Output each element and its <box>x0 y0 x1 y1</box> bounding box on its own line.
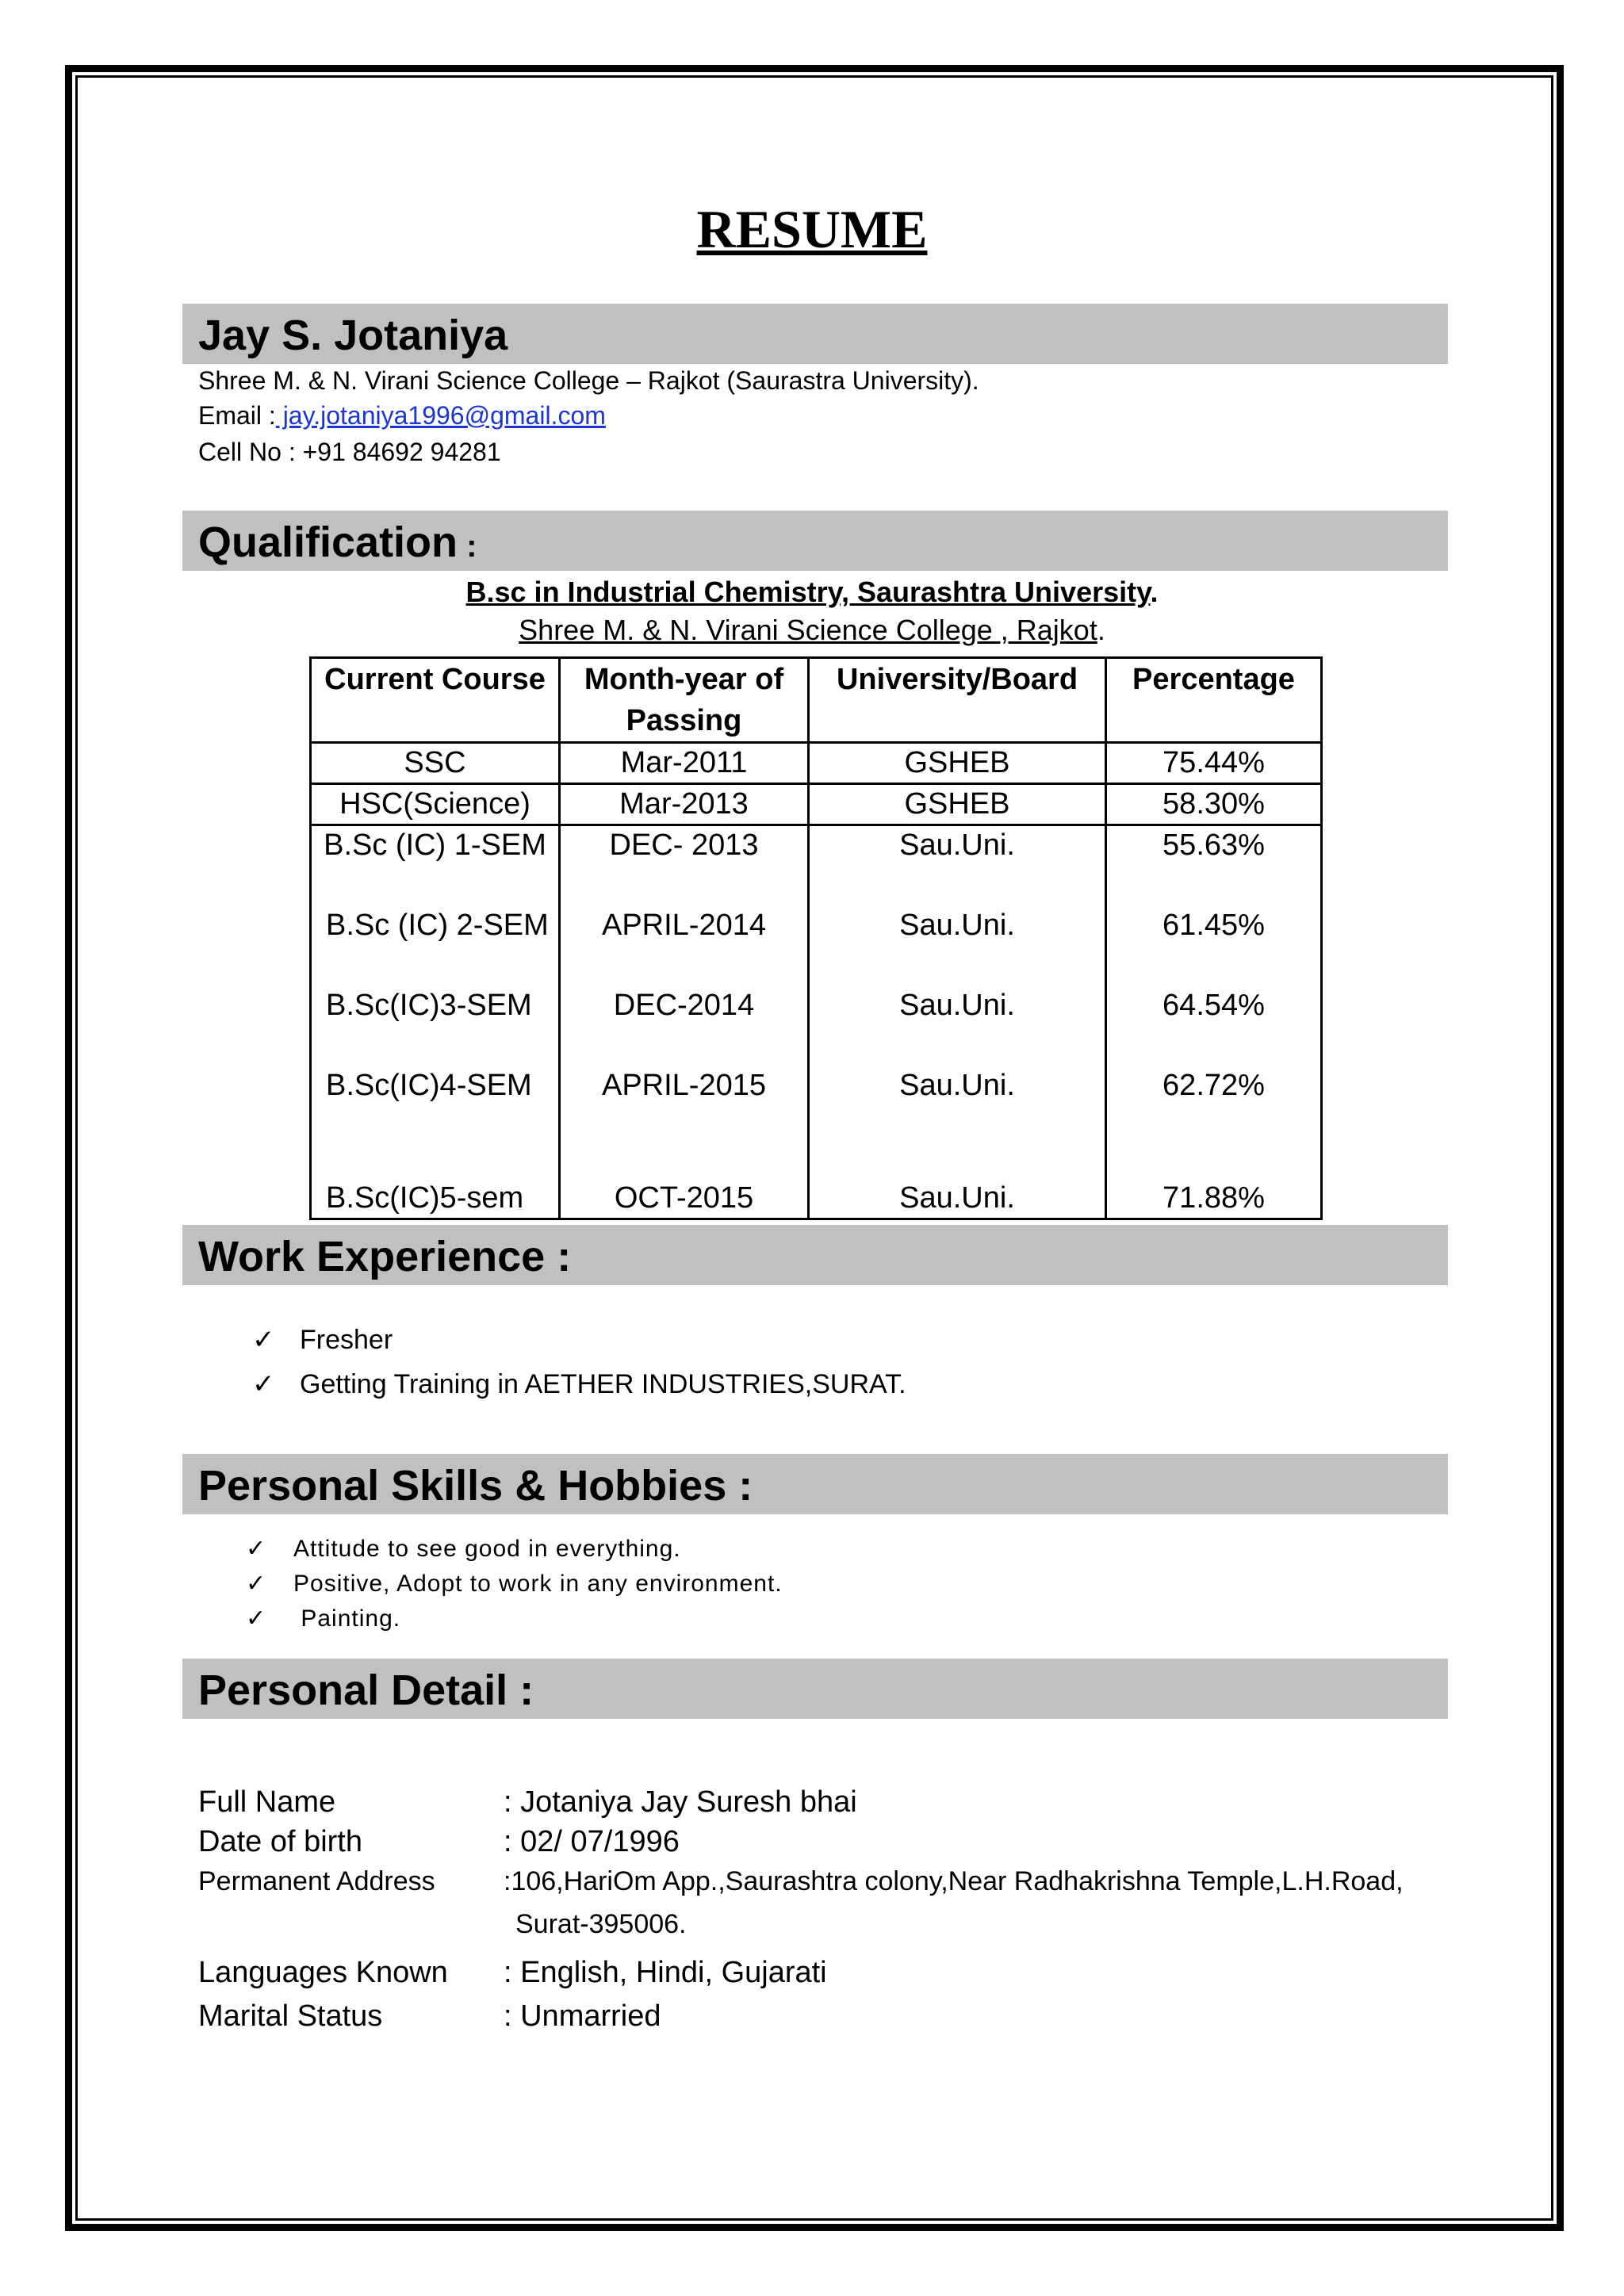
work-item-text: Fresher <box>300 1325 393 1355</box>
marital-status-value: : Unmarried <box>504 1999 661 2033</box>
course-cell: HSC(Science) <box>311 784 560 825</box>
dob-value: : 02/ 07/1996 <box>504 1825 680 1858</box>
degree-line <box>0 576 1624 609</box>
date-cell: APRIL-2014 <box>560 906 809 986</box>
qualification-table <box>309 656 1323 1220</box>
course-cell: B.Sc(IC)3-SEM <box>311 986 560 1066</box>
work-experience-heading: Work Experience : <box>198 1233 572 1280</box>
board-cell: Sau.Uni. <box>809 825 1106 907</box>
marital-status-label: Marital Status <box>198 1999 383 2033</box>
personal-detail-heading: Personal Detail : <box>198 1667 534 1714</box>
table-row <box>311 986 1322 1066</box>
column-header: University/Board <box>809 658 1106 743</box>
course-cell: B.Sc(IC)5-sem <box>311 1146 560 1219</box>
degree-text: B.sc in Industrial Chemistry, Saurashtra University <box>465 576 1151 608</box>
board-cell: Sau.Uni. <box>809 986 1106 1066</box>
name-bar <box>182 304 1448 364</box>
table-row <box>311 1146 1322 1219</box>
email-link[interactable]: jay.jotaniya1996@gmail.com <box>275 401 606 430</box>
skill-item-text: Positive, Adopt to work in any environment. <box>293 1571 783 1597</box>
checkmark-icon: ✓ <box>252 1325 275 1355</box>
languages-label: Languages Known <box>198 1956 448 1989</box>
table-row <box>311 825 1322 907</box>
checkmark-icon: ✓ <box>252 1369 275 1399</box>
board-cell: GSHEB <box>809 784 1106 825</box>
board-cell: Sau.Uni. <box>809 906 1106 986</box>
personal-detail-bar <box>182 1659 1448 1719</box>
course-cell: B.Sc(IC)4-SEM <box>311 1066 560 1146</box>
column-header: Percentage <box>1106 658 1322 743</box>
qualification-heading: Qualification <box>198 519 458 566</box>
percentage-cell: 61.45% <box>1106 906 1322 986</box>
qualification-bar <box>182 511 1448 571</box>
full-name-value: : Jotaniya Jay Suresh bhai <box>504 1785 857 1819</box>
checkmark-icon: ✓ <box>246 1536 267 1562</box>
date-cell: Mar-2011 <box>560 743 809 784</box>
percentage-cell: 71.88% <box>1106 1146 1322 1219</box>
column-header: Month-year of Passing <box>560 658 809 743</box>
date-cell: DEC- 2013 <box>560 825 809 907</box>
qualification-college-text: Shree M. & N. Virani Science College , Rajkot <box>519 614 1097 646</box>
percentage-cell: 62.72% <box>1106 1066 1322 1146</box>
column-header: Current Course <box>311 658 560 743</box>
skills-bar <box>182 1454 1448 1514</box>
list-item <box>252 1368 906 1400</box>
percentage-cell: 55.63% <box>1106 825 1322 907</box>
date-cell: Mar-2013 <box>560 784 809 825</box>
course-cell: B.Sc (IC) 1-SEM <box>311 825 560 907</box>
skill-item-text: Attitude to see good in everything. <box>293 1536 681 1562</box>
table-row <box>311 1066 1322 1146</box>
table-row <box>311 743 1322 784</box>
college-line: Shree M. & N. Virani Science College – Rajkot (Saurastra University). <box>198 366 979 395</box>
list-item <box>246 1570 783 1598</box>
work-item-text: Getting Training in AETHER INDUSTRIES,SURAT. <box>300 1369 906 1399</box>
address-label: Permanent Address <box>198 1866 435 1896</box>
degree-period: . <box>1150 576 1159 608</box>
skills-heading: Personal Skills & Hobbies : <box>198 1462 753 1510</box>
page-title: RESUME <box>696 199 928 259</box>
percentage-cell: 75.44% <box>1106 743 1322 784</box>
board-cell: GSHEB <box>809 743 1106 784</box>
qualification-college-period: . <box>1097 614 1105 646</box>
work-experience-bar <box>182 1225 1448 1285</box>
address-value: :106,HariOm App.,Saurashtra colony,Near Radhakrishna Temple,L.H.Road, <box>504 1866 1404 1896</box>
date-cell: APRIL-2015 <box>560 1066 809 1146</box>
board-cell: Sau.Uni. <box>809 1146 1106 1219</box>
list-item <box>252 1324 393 1356</box>
email-line <box>198 401 606 430</box>
table-row <box>311 906 1322 986</box>
email-label: Email : <box>198 401 276 430</box>
candidate-name: Jay S. Jotaniya <box>198 312 508 359</box>
board-cell: Sau.Uni. <box>809 1066 1106 1146</box>
percentage-cell: 58.30% <box>1106 784 1322 825</box>
languages-value: : English, Hindi, Gujarati <box>504 1956 827 1989</box>
table-row <box>311 784 1322 825</box>
dob-label: Date of birth <box>198 1825 362 1858</box>
percentage-cell: 64.54% <box>1106 986 1322 1066</box>
list-item <box>246 1605 400 1632</box>
address-value-line2: Surat-395006. <box>515 1909 687 1939</box>
course-cell: B.Sc (IC) 2-SEM <box>311 906 560 986</box>
date-cell: OCT-2015 <box>560 1146 809 1219</box>
checkmark-icon: ✓ <box>246 1605 267 1632</box>
skill-item-text: Painting. <box>293 1605 401 1632</box>
course-cell: SSC <box>311 743 560 784</box>
table-header-row <box>311 658 1322 743</box>
qualification-colon: : <box>458 529 477 564</box>
cell-line: Cell No : +91 84692 94281 <box>198 438 501 466</box>
full-name-label: Full Name <box>198 1785 336 1819</box>
checkmark-icon: ✓ <box>246 1571 267 1597</box>
date-cell: DEC-2014 <box>560 986 809 1066</box>
list-item <box>246 1535 681 1563</box>
qualification-college-line <box>0 614 1624 647</box>
